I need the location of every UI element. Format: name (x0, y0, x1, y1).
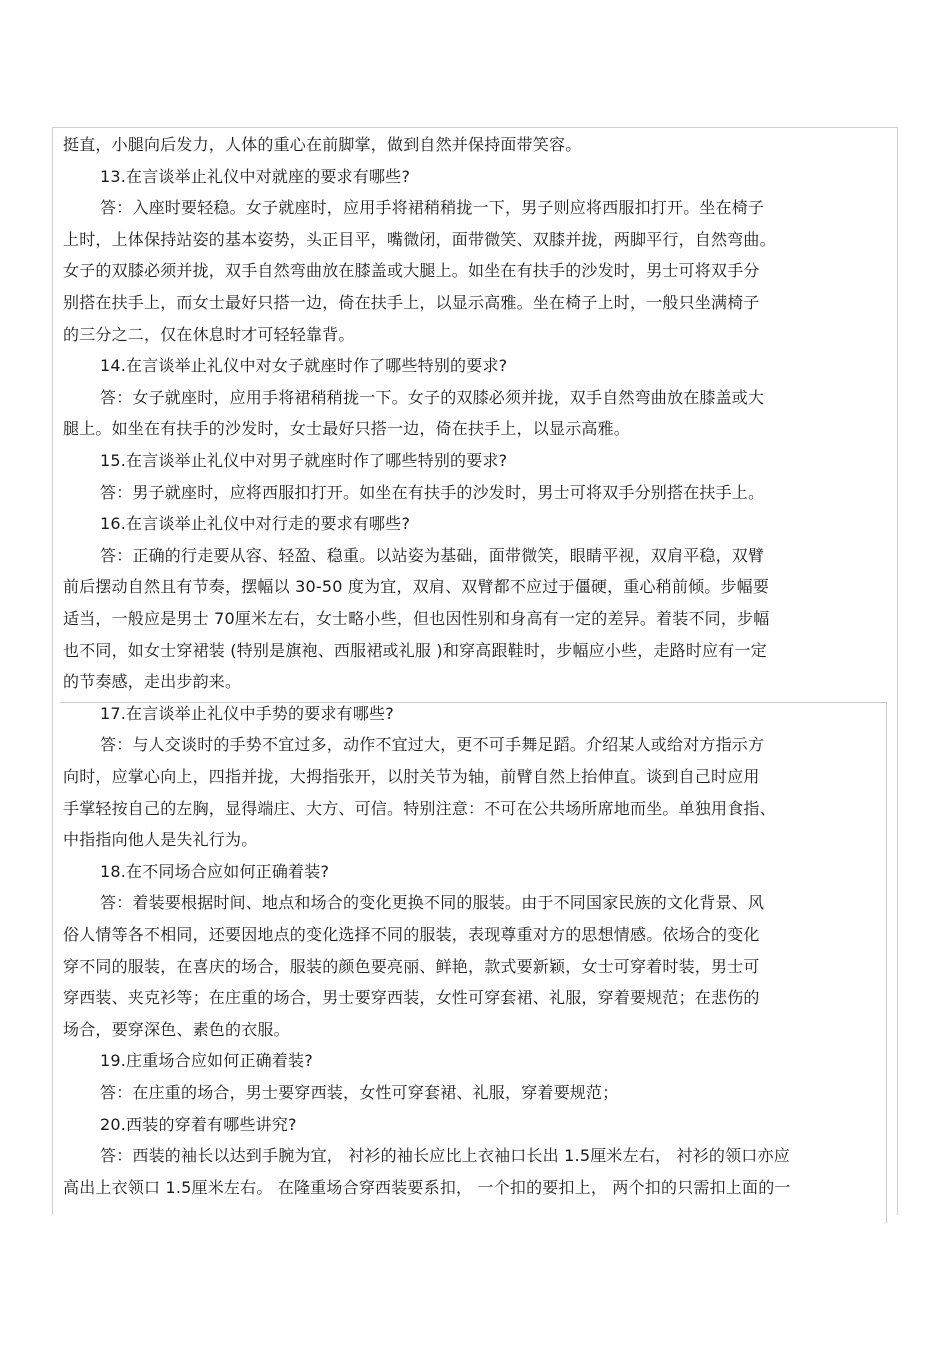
answer-line: 中指指向他人是失礼行为。 (63, 830, 258, 850)
question-heading: 20.西装的穿着有哪些讲究? (100, 1114, 297, 1134)
page-frame-right (897, 127, 898, 1215)
text-line: 挺直，小腿向后发力，人体的重心在前脚掌，做到自然并保持面带笑容。 (63, 135, 582, 154)
answer-line: 前后摆动自然且有节奏，摆幅以 30-50 度为宜，双肩、双臂都不应过于僵硬，重心稍前倾。步幅要 (63, 577, 770, 597)
answer-line: 的节奏感，走出步韵来。 (63, 672, 242, 692)
question-heading: 13.在言谈举止礼仪中对就座的要求有哪些? (100, 166, 411, 186)
page-frame-left (52, 127, 53, 1215)
answer-line: 俗人情等各不相同，还要因地点的变化选择不同的服装，表现尊重对方的思想情感。依场合的变化 (63, 925, 760, 944)
answer-line: 的三分之二，仅在休息时才可轻轻靠背。 (63, 324, 355, 344)
answer-line: 别搭在扶手上，而女士最好只搭一边，倚在扶手上，以显示高雅。坐在椅子上时，一般只坐满椅子 (63, 293, 760, 312)
answer-line: 高出上衣领口 1.5厘米左右。 在隆重场合穿西装要系扣， 一个扣的要扣上， 两个扣的只需扣上面的一 (63, 1177, 791, 1197)
page-frame-top (52, 127, 898, 128)
question-heading: 17.在言谈举止礼仪中手势的要求有哪些? (100, 703, 394, 723)
answer-line: 答：入座时要轻稳。女子就座时，应用手将裙稍稍拢一下，男子则应将西服扣打开。坐在椅子 (100, 198, 765, 218)
answer-line: 答：男子就座时，应将西服扣打开。如坐在有扶手的沙发时，男士可将双手分别搭在扶手上。 (100, 482, 765, 502)
answer-line: 上时，上体保持站姿的基本姿势，头正目平，嘴微闭，面带微笑、双膝并拢，两脚平行，自然弯曲。 (63, 229, 776, 249)
answer-line: 答：着装要根据时间、地点和场合的变化更换不同的服装。由于不同国家民族的文化背景、风 (100, 893, 765, 913)
answer-line: 女子的双膝必须并拢，双手自然弯曲放在膝盖或大腿上。如坐在有扶手的沙发时，男士可将双手分 (63, 261, 760, 281)
question-heading: 15.在言谈举止礼仪中对男子就座时作了哪些特别的要求? (100, 451, 508, 470)
question-heading: 16.在言谈举止礼仪中对行走的要求有哪些? (100, 514, 411, 534)
answer-line: 适当，一般应是男士 70厘米左右，女士略小些，但也因性别和身高有一定的差异。着装不同，步幅 (63, 609, 770, 628)
answer-line: 穿西装、夹克衫等；在庄重的场合，男士要穿西装，女性可穿套裙、礼服，穿着要规范；在悲伤的 (63, 988, 760, 1008)
answer-line: 向时，应掌心向上，四指并拢，大拇指张开，以肘关节为轴，前臂自然上抬伸直。谈到自己时应用 (63, 767, 760, 786)
answer-line: 答：与人交谈时的手势不宜过多，动作不宜过大，更不可手舞足蹈。介绍某人或给对方指示方 (100, 735, 765, 755)
question-heading: 18.在不同场合应如何正确着装? (100, 861, 330, 881)
answer-line: 答：正确的行走要从容、轻盈、稳重。以站姿为基础，面带微笑，眼睛平视，双肩平稳，双臂 (100, 545, 765, 565)
answer-line: 答：女子就座时，应用手将裙稍稍拢一下。女子的双膝必须并拢，双手自然弯曲放在膝盖或大 (100, 387, 765, 407)
answer-line: 答：在庄重的场合，男士要穿西装，女性可穿套裙、礼服，穿着要规范； (100, 1083, 619, 1102)
answer-line: 手掌轻按自己的左胸，显得端庄、大方、可信。特别注意：不可在公共场所席地而坐。单独用食指、 (63, 798, 776, 818)
answer-line: 穿不同的服装，在喜庆的场合，服装的颜色要亮丽、鲜艳，款式要新颖，女士可穿着时装，男士可 (63, 956, 760, 976)
question-heading: 14.在言谈举止礼仪中对女子就座时作了哪些特别的要求? (100, 356, 508, 376)
answer-line: 答：西装的袖长以达到手腕为宜， 衬衫的袖长应比上衣袖口长出 1.5厘米左右， 衬衫的领口亦应 (100, 1146, 790, 1166)
answer-line: 腿上。如坐在有扶手的沙发时，女士最好只搭一边，倚在扶手上，以显示高雅。 (63, 419, 631, 439)
question-heading: 19.庄重场合应如何正确着装? (100, 1051, 313, 1071)
answer-line: 也不同，如女士穿裙装 (特别是旗袍、西服裙或礼服 )和穿高跟鞋时，步幅应小些，走路时应有一定 (63, 640, 767, 660)
answer-line: 场合，要穿深色、素色的衣服。 (63, 1019, 290, 1039)
